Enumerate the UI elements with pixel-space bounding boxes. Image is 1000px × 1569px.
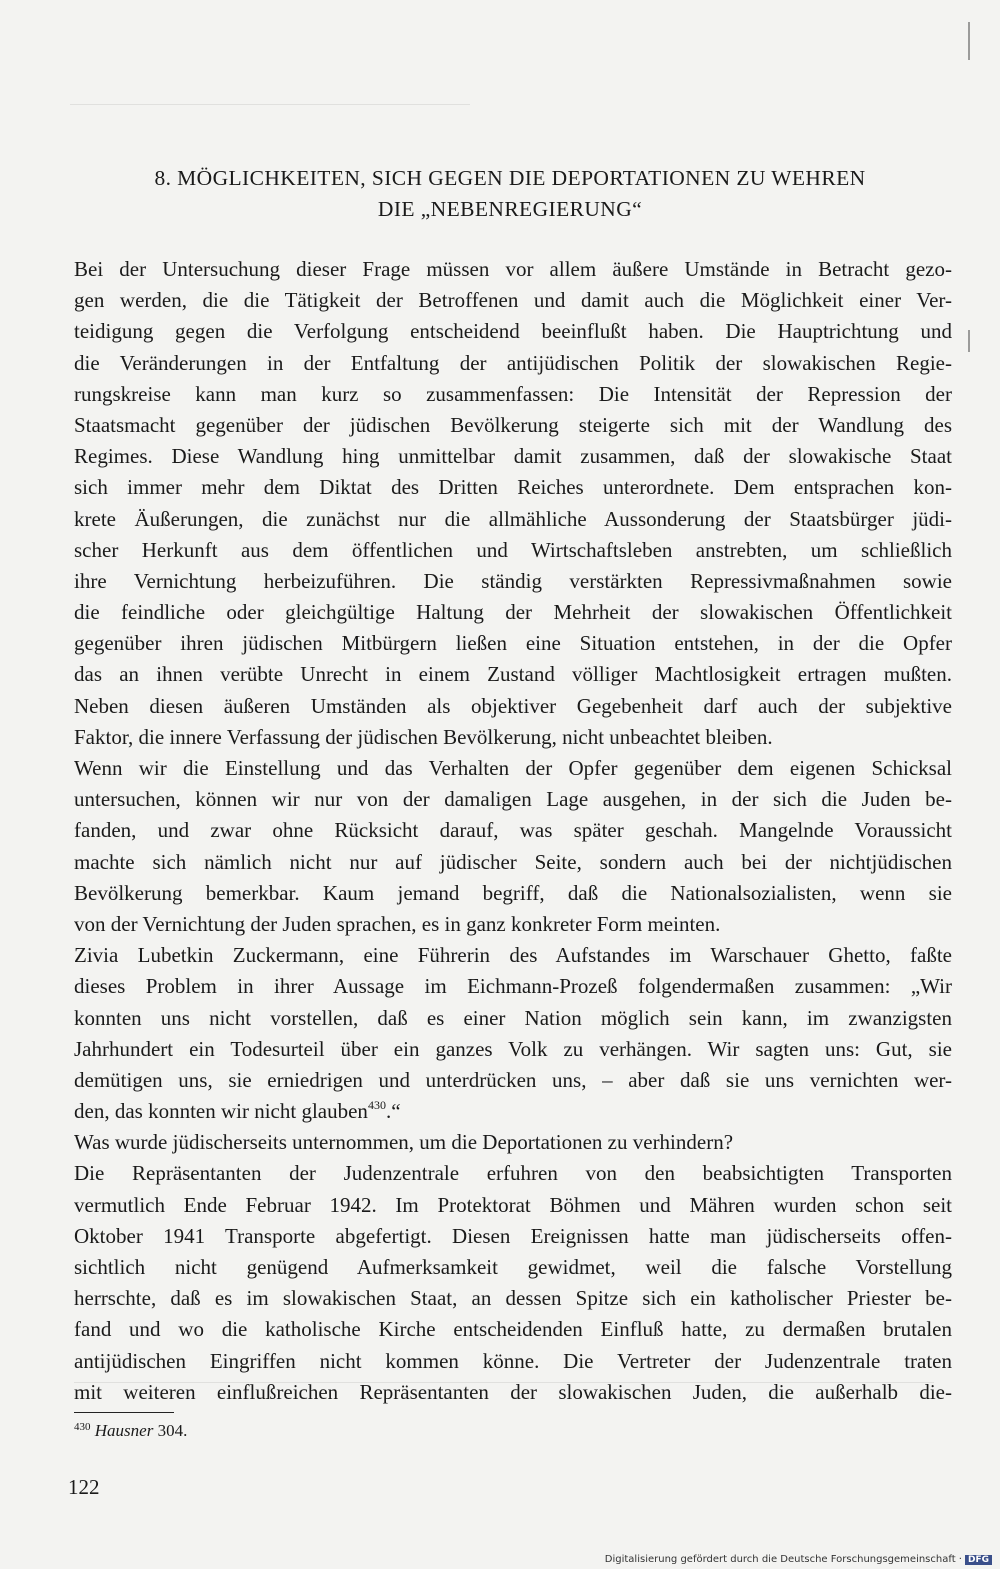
text-line: Neben diesen äußeren Umständen als objektiver Gegebenheit darf auch der subjektive [74,693,952,718]
text-line: sichtlich nicht genügend Aufmerksamkeit gewidmet, weil die falsche Vorstellung [74,1255,952,1279]
footnote-reference[interactable]: 430 [367,1098,386,1113]
text-line: gen werden, die die Tätigkeit der Betroffenen und damit auch die Möglichkeit einer Ver- [74,288,952,313]
scan-credit [605,1554,992,1565]
edge-mark [968,22,970,60]
text-line: scher Herkunft aus dem öffentlichen und Wirtschaftsleben anstrebten, um schließlich [74,537,952,562]
text-line: Zivia Lubetkin Zuckermann, eine Führerin des Aufstandes im Warschauer Ghetto, faßte [74,943,952,968]
text-line: von der Vernichtung der Juden sprachen, es in ganz konkreter Form meinten. [74,911,721,936]
text-line: krete Äußerungen, die zunächst nur die allmähliche Aussonderung der Staatsbürger jüdi- [74,506,952,531]
text-line: rungskreise kann man kurz so zusammenfassen: Die Intensität der Repression der [74,381,952,406]
footnote-number: 430 [74,1421,91,1433]
text-line: mit weiteren einflußreichen Repräsentanten der slowakischen Juden, die außerhalb die- [74,1379,952,1404]
text-fragment: den, das konnten wir nicht glauben [74,1099,368,1124]
text-line: Bevölkerung bemerkbar. Kaum jemand begriff, daß die Nationalsozialisten, wenn sie [74,880,952,905]
text-line: die feindliche oder gleichgültige Haltung der Mehrheit der slowakischen Öffentlichkeit [74,600,952,625]
footnote-source: Hausner [94,1421,154,1440]
body-text [74,254,952,1408]
text-line: Faktor, die innere Verfassung der jüdischen Bevölkerung, nicht unbeachtet bleiben. [74,724,773,749]
text-line: fand und wo die katholische Kirche entscheidenden Einfluß hatte, zu dermaßen brutalen [74,1317,952,1342]
scan-credit-text: Digitalisierung gefördert durch die Deutsche Forschungsgemeinschaft · [604,1554,962,1565]
text-line: Die Repräsentanten der Judenzentrale erfuhren von den beabsichtigten Transporten [74,1161,952,1186]
chapter-subheading: DIE „NEBENREGIERUNG“ [377,197,643,221]
text-line: konnten uns nicht vorstellen, daß es einer Nation möglich sein kann, im zwanzigsten [74,1005,952,1030]
text-line-with-note [74,1096,952,1127]
text-line: Bei der Untersuchung dieser Frage müssen vor allem äußere Umstände in Betracht gezo- [74,257,952,281]
show-through-rule [70,104,470,105]
text-line: Oktober 1941 Transporte abgefertigt. Diesen Ereignissen hatte man jüdischerseits offen- [74,1223,952,1248]
text-line: Wenn wir die Einstellung und das Verhalten der Opfer gegenüber dem eigenen Schicksal [74,756,952,780]
text-line: ihre Vernichtung herbeizuführen. Die ständig verstärkten Repressivmaßnahmen sowie [74,568,952,593]
text-line: antijüdischen Eingriffen nicht kommen könne. Die Vertreter der Judenzentrale traten [74,1348,952,1373]
text-line: demütigen uns, sie erniedrigen und unterdrücken uns, – aber daß sie uns vernichten wer- [74,1067,952,1092]
quote-close: .“ [385,1099,401,1124]
dfg-logo-icon: DFG [965,1555,992,1565]
text-line: gegenüber ihren jüdischen Mitbürgern ließen eine Situation entstehen, in der die Opfer [74,631,952,656]
text-line: machte sich nämlich nicht nur auf jüdischer Seite, sondern auch bei der nichtjüdischen [74,849,952,874]
text-line: teidigung gegen die Verfolgung entscheidend beeinflußt haben. Die Hauptrichtung und [74,319,952,344]
text-line: die Veränderungen in der Entfaltung der antijüdischen Politik der slowakischen Regie- [74,350,952,375]
text-line: Staatsmacht gegenüber der jüdischen Bevölkerung steigerte sich mit der Wandlung des [74,412,952,437]
text-line: Regimes. Diese Wandlung hing unmittelbar damit zusammen, daß der slowakische Staat [74,444,952,469]
text-line: sich immer mehr dem Diktat des Dritten Reiches unterordnete. Dem entsprachen kon- [74,475,952,500]
text-line: dieses Problem in ihrer Aussage im Eichmann-Prozeß folgendermaßen zusammen: „Wir [74,974,952,999]
text-line: fanden, und zwar ohne Rücksicht darauf, was später geschah. Mangelnde Voraussicht [74,818,952,843]
page-number: 122 [68,1475,100,1499]
text-line: vermutlich Ende Februar 1942. Im Protektorat Böhmen und Mähren wurden schon seit [74,1192,952,1217]
edge-mark [968,330,970,352]
text-line: untersuchen, können wir nur von der damaligen Lage ausgehen, in der sich die Juden be- [74,787,952,812]
footnote-page: 304. [153,1421,188,1440]
text-line: Jahrhundert ein Todesurteil über ein ganzes Volk zu verhängen. Wir sagten uns: Gut, sie [74,1036,952,1061]
text-line: das an ihnen verübte Unrecht in einem Zustand völliger Machtlosigkeit ertragen mußten. [74,662,952,687]
chapter-heading: 8. MÖGLICHKEITEN, SICH GEGEN DIE DEPORTATIONEN ZU WEHREN [154,166,866,190]
text-line: herrschte, daß es im slowakischen Staat, an dessen Spitze sich ein katholischer Priester be- [74,1286,952,1311]
footnote-divider [74,1412,174,1413]
text-line: Was wurde jüdischerseits unternommen, um die Deportationen zu verhindern? [74,1130,734,1155]
footnote [74,1419,187,1443]
